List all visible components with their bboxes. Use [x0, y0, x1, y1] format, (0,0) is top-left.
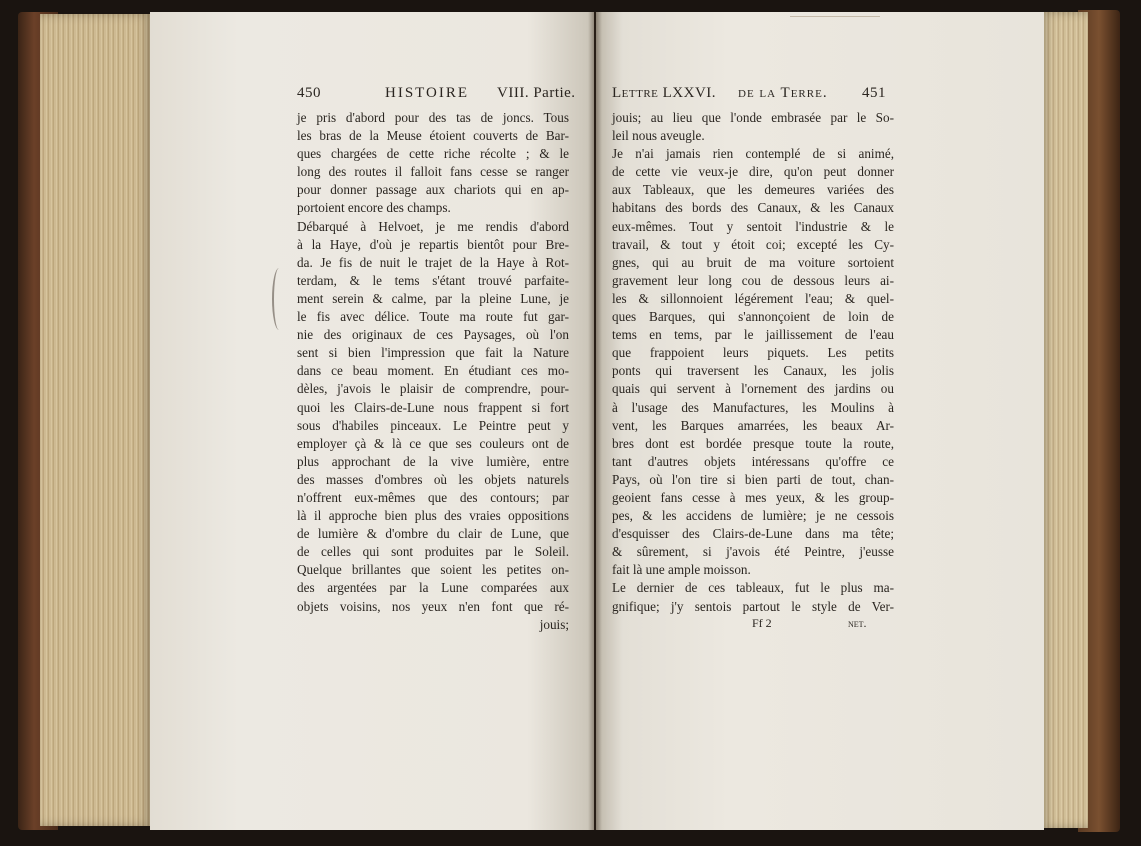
paper-crease: [790, 16, 880, 43]
text-line: long des routes il falloit fans cesse se ranger: [297, 164, 569, 180]
text-line: travail, & tout y étoit coi; excepté les Cy-: [612, 236, 894, 252]
text-line: gnes, qui au bruit de ma voiture sortoient: [612, 254, 894, 270]
book-gutter: [588, 12, 602, 830]
text-line: là il approche bien plus des vraies oppositions: [297, 508, 569, 524]
text-line: employer çà & là ce que ses couleurs ont de: [297, 435, 569, 451]
text-line: leil nous aveugle.: [612, 128, 705, 144]
right-running-title: de la Terre.: [738, 85, 828, 101]
right-page-number: 451: [862, 85, 886, 101]
text-line: eux-mêmes. Tout y sentoit l'industrie & le: [612, 218, 894, 234]
text-line: ponts qui traversent les Canaux, les jolis: [612, 363, 894, 379]
right-catchword: net.: [848, 615, 867, 630]
text-line: plus approchant de la vive lumière, entre: [297, 453, 569, 469]
text-line: geoient fans cesse à mes yeux, & les group-: [612, 489, 894, 505]
text-line: à l'usage des Manufactures, les Moulins à: [612, 399, 894, 415]
text-line: habitans des bords des Canaux, & les Canaux: [612, 200, 894, 216]
text-line: dèles, j'avois le plaisir de comprendre, pour-: [297, 381, 569, 397]
text-line: pes, & les accidens de lumière; je ne cessois: [612, 508, 894, 524]
text-line: les bras de la Meuse étoient couverts de Bar-: [297, 128, 569, 144]
left-page-number: 450: [297, 85, 321, 101]
text-line: dans ce beau moment. En étudiant ces mo-: [297, 363, 569, 379]
text-line: à la Haye, d'où je repartis bientôt pour Bre-: [297, 236, 569, 252]
text-line: les & sillonnoient légérement l'eau; & quel-: [612, 290, 894, 306]
text-line: tems en tems, par le jaillissement de l'eau: [612, 327, 894, 343]
text-line: terdam, & le tems s'étant trouvé parfaite-: [297, 272, 569, 288]
left-part-label: VIII. Partie.: [497, 85, 576, 101]
text-line: ques chargées de cette riche récolte ; & le: [297, 146, 569, 162]
text-line: objets voisins, nos yeux n'en font que ré-: [297, 598, 569, 614]
text-line: da. Je fis de nuit le trajet de la Haye à Rot-: [297, 254, 569, 270]
left-running-title: HISTOIRE: [385, 85, 470, 101]
page-edges-left: [40, 14, 152, 826]
text-line: Je n'ai jamais rien contemplé de si animé,: [612, 146, 894, 162]
text-line: tant d'autres objets intéressans qu'offre ce: [612, 453, 894, 469]
text-line: de lumière & d'ombre du clair de Lune, que: [297, 526, 569, 542]
left-page-text: [297, 85, 576, 634]
left-catchword: jouis;: [539, 616, 569, 632]
text-line: & sûrement, si j'avois été Peintre, j'eusse: [612, 544, 894, 560]
text-line: portoient encore des champs.: [297, 200, 451, 216]
text-line: de celles qui sont produites par le Soleil.: [297, 544, 569, 560]
text-line: vent, les Barques amarrées, les beaux Ar-: [612, 417, 894, 433]
text-line: sent si bien l'impression que fait la Nature: [297, 345, 569, 361]
text-line: gnifique; j'y sentois partout le style de Ver-: [612, 598, 894, 614]
text-line: ment serein & calme, par la pleine Lune, je: [297, 290, 569, 306]
right-letter-label: Lettre LXXVI.: [612, 85, 717, 101]
text-line: gravement leur long cou de dessous leurs ai-: [612, 272, 894, 288]
text-line: pour donner passage aux chariots qui en ap-: [297, 182, 569, 198]
text-line: je pris d'abord pour des tas de joncs. Tous: [297, 110, 569, 125]
text-line: ques Barques, qui s'annonçoient de loin de: [612, 309, 894, 325]
text-line: le fis avec délice. Toute ma route fut gar-: [297, 309, 569, 325]
text-line: des masses d'ombres où les objets naturels: [297, 471, 569, 487]
text-line: nie des originaux de ces Paysages, où l'on: [297, 327, 569, 343]
text-line: jouis; au lieu que l'onde embrasée par le So-: [612, 110, 894, 125]
right-page-header: [612, 85, 894, 109]
right-page-footer: [612, 616, 894, 634]
text-line: bres dont est bordée presque toute la route,: [612, 435, 894, 451]
left-page-body: [297, 109, 569, 616]
text-line: des argentées par la Lune comparées aux: [297, 580, 569, 596]
margin-bracket-mark: [272, 268, 286, 330]
text-line: de cette vie veux-je dire, qu'on peut donner: [612, 164, 894, 180]
right-page-body: [612, 109, 894, 616]
text-line: Pays, où l'on tire si bien parti de tout, chan-: [612, 471, 894, 487]
text-line: d'esquisser des Clairs-de-Lune dans ma tête;: [612, 526, 894, 542]
text-line: quoi les Clairs-de-Lune nous frappent si fort: [297, 399, 569, 415]
text-line: fait là une ample moisson.: [612, 562, 751, 578]
text-line: aux Tableaux, que les demeures variées des: [612, 182, 894, 198]
text-line: n'offrent eux-mêmes que des contours; par: [297, 489, 569, 505]
text-line: quais qui servent à l'ornement des jardins ou: [612, 381, 894, 397]
text-line: Débarqué à Helvoet, je me rendis d'abord: [297, 218, 569, 234]
right-page-text: [612, 85, 894, 634]
text-line: sous d'habiles pinceaux. Le Peintre peut y: [297, 417, 569, 433]
text-line: que frappoient leurs piquets. Les petits: [612, 345, 894, 361]
page-edges-right: [1040, 12, 1088, 828]
left-page-header: [297, 85, 576, 109]
text-line: Quelque brillantes que soient les petites on-: [297, 562, 569, 578]
text-line: Le dernier de ces tableaux, fut le plus ma-: [612, 580, 894, 596]
signature-mark: Ff 2: [752, 615, 772, 630]
